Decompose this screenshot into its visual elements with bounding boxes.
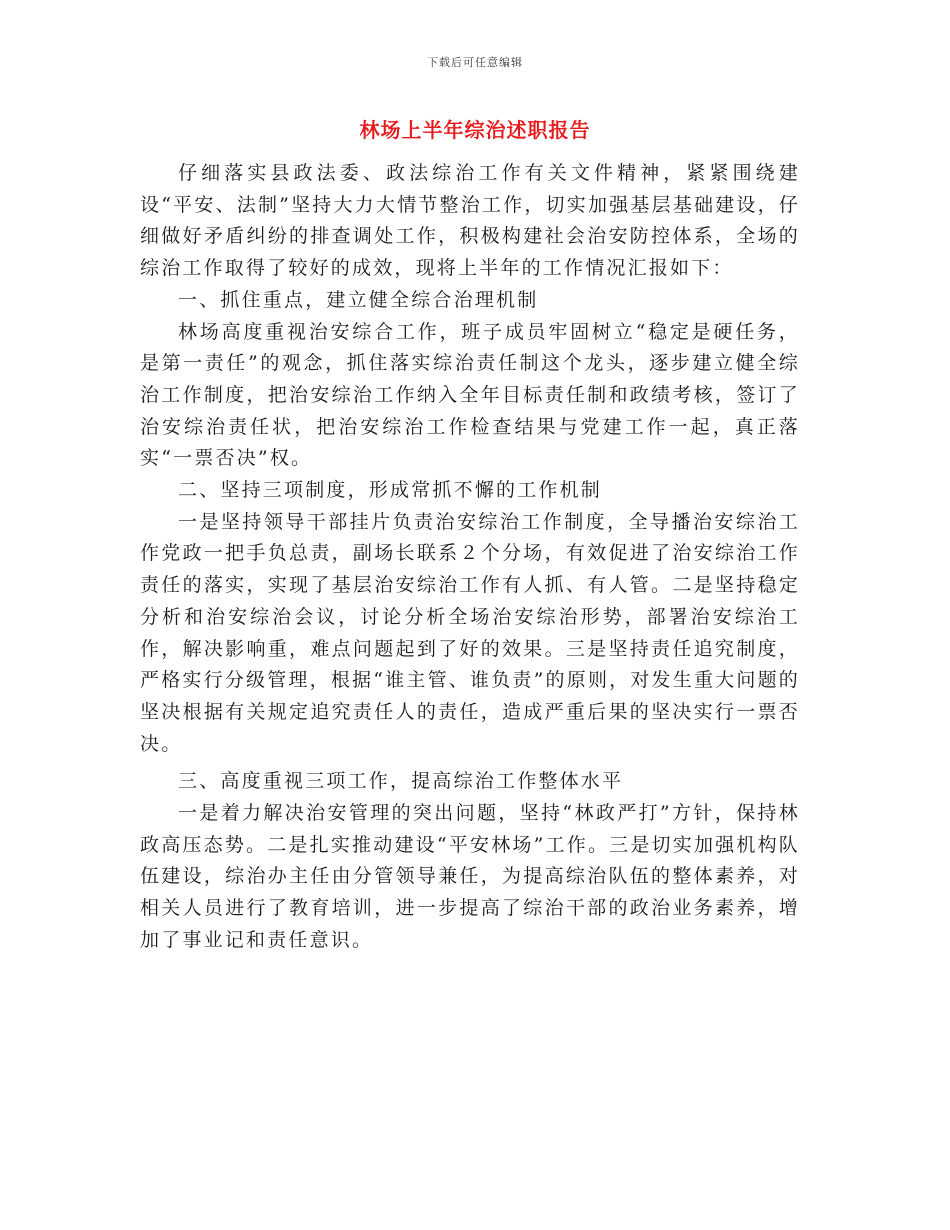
document-body bbox=[140, 158, 800, 957]
paragraph-section-3: 一是着力解决治安管理的突出问题，坚持“林政严打”方针，保持林政高压态势。二是扎实推动建设“平安林场”工作。三是切实加强机构队伍建设，综治办主任由分管领导兼任，为提高综治队伍的整体素养，对相关人员进行了教育培训，进一步提高了综治干部的政治业务素养，增加了事业记和责任意识。 bbox=[140, 802, 800, 951]
paragraph-section-2: 一是坚持领导干部挂片负责治安综治工作制度，全导播治安综治工作党政一把手负总责，副场长联系２个分场，有效促进了治安综治工作责任的落实，实现了基层治安综治工作有人抓、有人管。二是坚持稳定分析和治安综治会议，讨论分析全场治安综治形势，部署治安综治工作，解决影响重，难点问题起到了好的效果。三是坚持责任追究制度，严格实行分级管理，根据“谁主管、谁负责”的原则，对发生重大问题的坚决根据有关规定追究责任人的责任，造成严重后果的坚决实行一票否决。 bbox=[140, 510, 800, 755]
paragraph-intro: 仔细落实县政法委、政法综治工作有关文件精神，紧紧围绕建设“平安、法制”坚持大力大情节整治工作，切实加强基层基础建设，仔细做好矛盾纠纷的排查调处工作，积极构建社会治安防控体系，全场的综治工作取得了较好的成效，现将上半年的工作情况汇报如下： bbox=[140, 162, 800, 280]
header-note: 下载后可任意编辑 bbox=[427, 56, 523, 69]
document-title: 林场上半年综治述职报告 bbox=[359, 118, 591, 142]
section-heading-1: 一、抓住重点，建立健全综合治理机制 bbox=[178, 288, 539, 311]
section-heading-3: 三、高度重视三项工作，提高综治工作整体水平 bbox=[178, 770, 624, 793]
section-heading-2: 二、坚持三项制度，形成常抓不懈的工作机制 bbox=[178, 479, 603, 502]
paragraph-section-1: 林场高度重视治安综合工作，班子成员牢固树立“稳定是硬任务，是第一责任”的观念，抓住落实综治责任制这个龙头，逐步建立健全综治工作制度，把治安综治工作纳入全年目标责任制和政绩考核，签订了治安综治责任状，把治安综治工作检查结果与党建工作一起，真正落实“一票否决”权。 bbox=[140, 320, 800, 470]
